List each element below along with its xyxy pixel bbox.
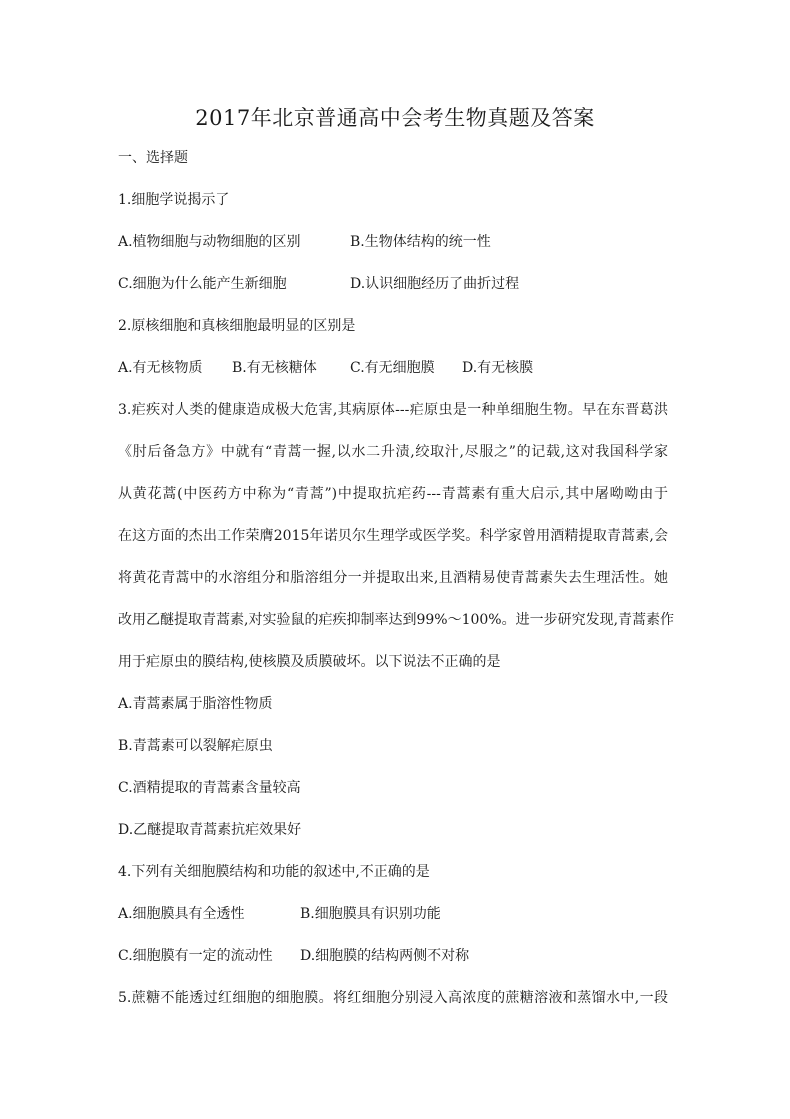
question-4-option-a: A.细胞膜具有全透性: [118, 906, 245, 922]
question-3-option-d: D.乙醚提取青蒿素抗疟效果好: [118, 822, 302, 838]
question-3-option-b: B.青蒿素可以裂解疟原虫: [118, 738, 273, 754]
question-2-option-b: B.有无核糖体: [232, 360, 317, 376]
question-2-option-d: D.有无核膜: [462, 360, 534, 376]
question-4-option-c: C.细胞膜有一定的流动性: [118, 948, 273, 964]
question-3-stem-line: 3.疟疾对人类的健康造成极大危害,其病原体---疟原虫是一种单细胞生物。早在东晋葛洪: [118, 402, 668, 418]
question-2-option-a: A.有无核物质: [118, 360, 203, 376]
section-heading: 一、选择题: [118, 150, 188, 166]
question-3-stem-line: 从黄花蒿(中医药方中称为“青蒿”)中提取抗疟药---青蒿素有重大启示,其中屠呦呦由于: [118, 486, 668, 502]
document-title: 2017年北京普通高中会考生物真题及答案: [195, 106, 595, 130]
question-3-stem-line: 将黄花青蒿中的水溶组分和脂溶组分一并提取出来,且酒精易使青蒿素失去生理活性。她: [118, 570, 668, 586]
question-3-stem-line: 用于疟原虫的膜结构,使核膜及质膜破坏。以下说法不正确的是: [118, 654, 501, 670]
question-3-stem-line: 《肘后备急方》中就有“青蒿一握,以水二升渍,绞取汁,尽服之”的记载,这对我国科学家: [118, 444, 668, 460]
question-3-stem-line: 改用乙醚提取青蒿素,对实验鼠的疟疾抑制率达到99%～100%。进一步研究发现,青蒿素作: [118, 612, 675, 628]
question-2-option-c: C.有无细胞膜: [350, 360, 435, 376]
question-1-option-d: D.认识细胞经历了曲折过程: [350, 276, 520, 292]
question-4-option-d: D.细胞膜的结构两侧不对称: [300, 948, 470, 964]
question-2-stem: 2.原核细胞和真核细胞最明显的区别是: [118, 318, 356, 334]
question-5-stem-line: 5.蔗糖不能透过红细胞的细胞膜。将红细胞分别浸入高浓度的蔗糖溶液和蒸馏水中,一段: [118, 990, 668, 1006]
question-1-option-b: B.生物体结构的统一性: [350, 234, 491, 250]
question-1-option-a: A.植物细胞与动物细胞的区别: [118, 234, 301, 250]
question-3-stem-line: 在这方面的杰出工作荣膺2015年诺贝尔生理学或医学奖。科学家曾用酒精提取青蒿素,会: [118, 528, 668, 544]
question-1-option-c: C.细胞为什么能产生新细胞: [118, 276, 287, 292]
question-3-option-c: C.酒精提取的青蒿素含量较高: [118, 780, 301, 796]
question-4-stem: 4.下列有关细胞膜结构和功能的叙述中,不正确的是: [118, 864, 430, 880]
question-3-option-a: A.青蒿素属于脂溶性物质: [118, 696, 273, 712]
question-4-option-b: B.细胞膜具有识别功能: [300, 906, 441, 922]
question-1-stem: 1.细胞学说揭示了: [118, 192, 230, 208]
